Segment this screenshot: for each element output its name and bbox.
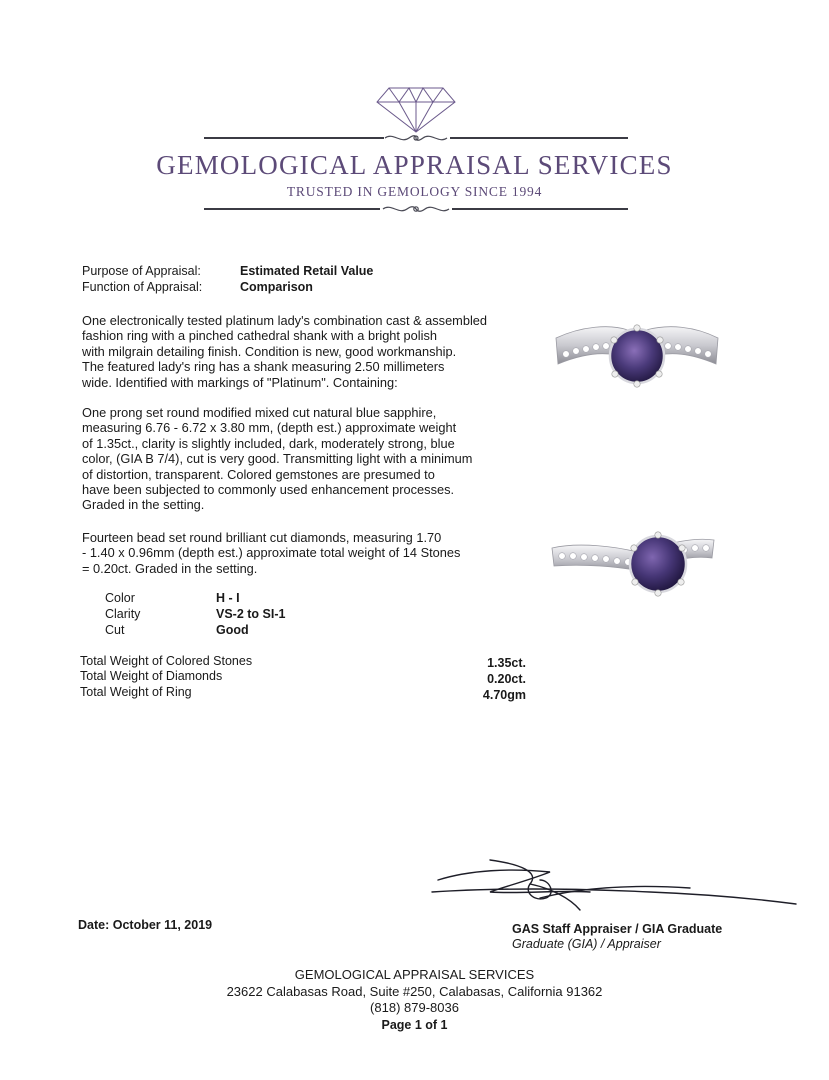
footer-company: GEMOLOGICAL APPRAISAL SERVICES [294,967,535,982]
description-line: have been subjected to commonly used enhancement processes. [82,482,455,498]
total-diamonds-value: 0.20ct. [487,672,526,686]
description-line: of 1.35ct., clarity is slightly included, dark, moderately strong, blue [82,435,455,451]
signer-subtitle: Graduate (GIA) / Appraiser [512,937,661,951]
total-ring-label: Total Weight of Ring [80,685,192,699]
diamonds-description [82,530,460,576]
grade-clarity-value: VS-2 to SI-1 [216,607,286,621]
header-rule-top-left [204,137,384,139]
header-rule-bottom-right [452,208,628,210]
description-line: The featured lady's ring has a shank measuring 2.50 millimeters [82,359,445,375]
diamond-outline-icon [375,86,457,134]
description-line: One electronically tested platinum lady's combination cast & assembled [82,313,488,328]
description-line: wide. Identified with markings of "Platinum". Containing: [82,374,398,390]
description-line: of distortion, transparent. Colored gemstones are presumed to [82,466,435,482]
description-line: = 0.20ct. Graded in the setting. [82,560,258,576]
grade-clarity-label: Clarity [105,607,141,621]
header-rule-top-right [450,137,628,139]
signer-title: GAS Staff Appraiser / GIA Graduate [512,922,723,936]
description-line: Graded in the setting. [82,497,205,513]
grade-cut-value: Good [216,623,249,637]
description-line: fashion ring with a pinched cathedral shank with a bright polish [82,328,437,344]
signature-image [430,858,800,918]
footer-phone: (818) 879-8036 [370,1000,459,1015]
flourish-icon [381,201,451,217]
description-line: with milgrain detailing finish. Condition is new, good workmanship. [82,343,457,359]
grade-color-label: Color [105,591,135,605]
ring-photo-bottom [548,520,718,604]
ring-photo-top [552,320,722,404]
purpose-label: Purpose of Appraisal: [82,264,201,278]
description-line: Fourteen bead set round brilliant cut diamonds, measuring 1.70 [82,530,442,545]
page-number: Page 1 of 1 [381,1018,448,1032]
description-line: - 1.40 x 0.96mm (depth est.) approximate total weight of 14 Stones [82,545,461,561]
company-tagline: TRUSTED IN GEMOLOGY SINCE 1994 [286,184,543,199]
total-ring-value: 4.70gm [482,688,526,702]
function-label: Function of Appraisal: [82,280,203,294]
total-colored-label: Total Weight of Colored Stones [80,654,253,668]
grade-cut-label: Cut [105,623,125,637]
footer-address: 23622 Calabasas Road, Suite #250, Calabasas, California 91362 [226,984,603,999]
sapphire-description [82,405,472,513]
ring-description [82,313,487,390]
description-line: One prong set round modified mixed cut natural blue sapphire, [82,405,437,420]
description-line: measuring 6.76 - 6.72 x 3.80 mm, (depth est.) approximate weight [82,420,457,436]
appraisal-date: Date: October 11, 2019 [78,918,213,932]
description-line: color, (GIA B 7/4), cut is very good. Transmitting light with a minimum [82,451,473,467]
function-value: Comparison [240,280,313,294]
flourish-icon [383,130,449,146]
total-diamonds-label: Total Weight of Diamonds [80,669,223,683]
grade-color-value: H - I [216,591,240,605]
header-rule-bottom-left [204,208,380,210]
company-name: GEMOLOGICAL APPRAISAL SERVICES [156,150,673,180]
total-colored-value: 1.35ct. [487,656,526,670]
purpose-value: Estimated Retail Value [240,264,374,278]
